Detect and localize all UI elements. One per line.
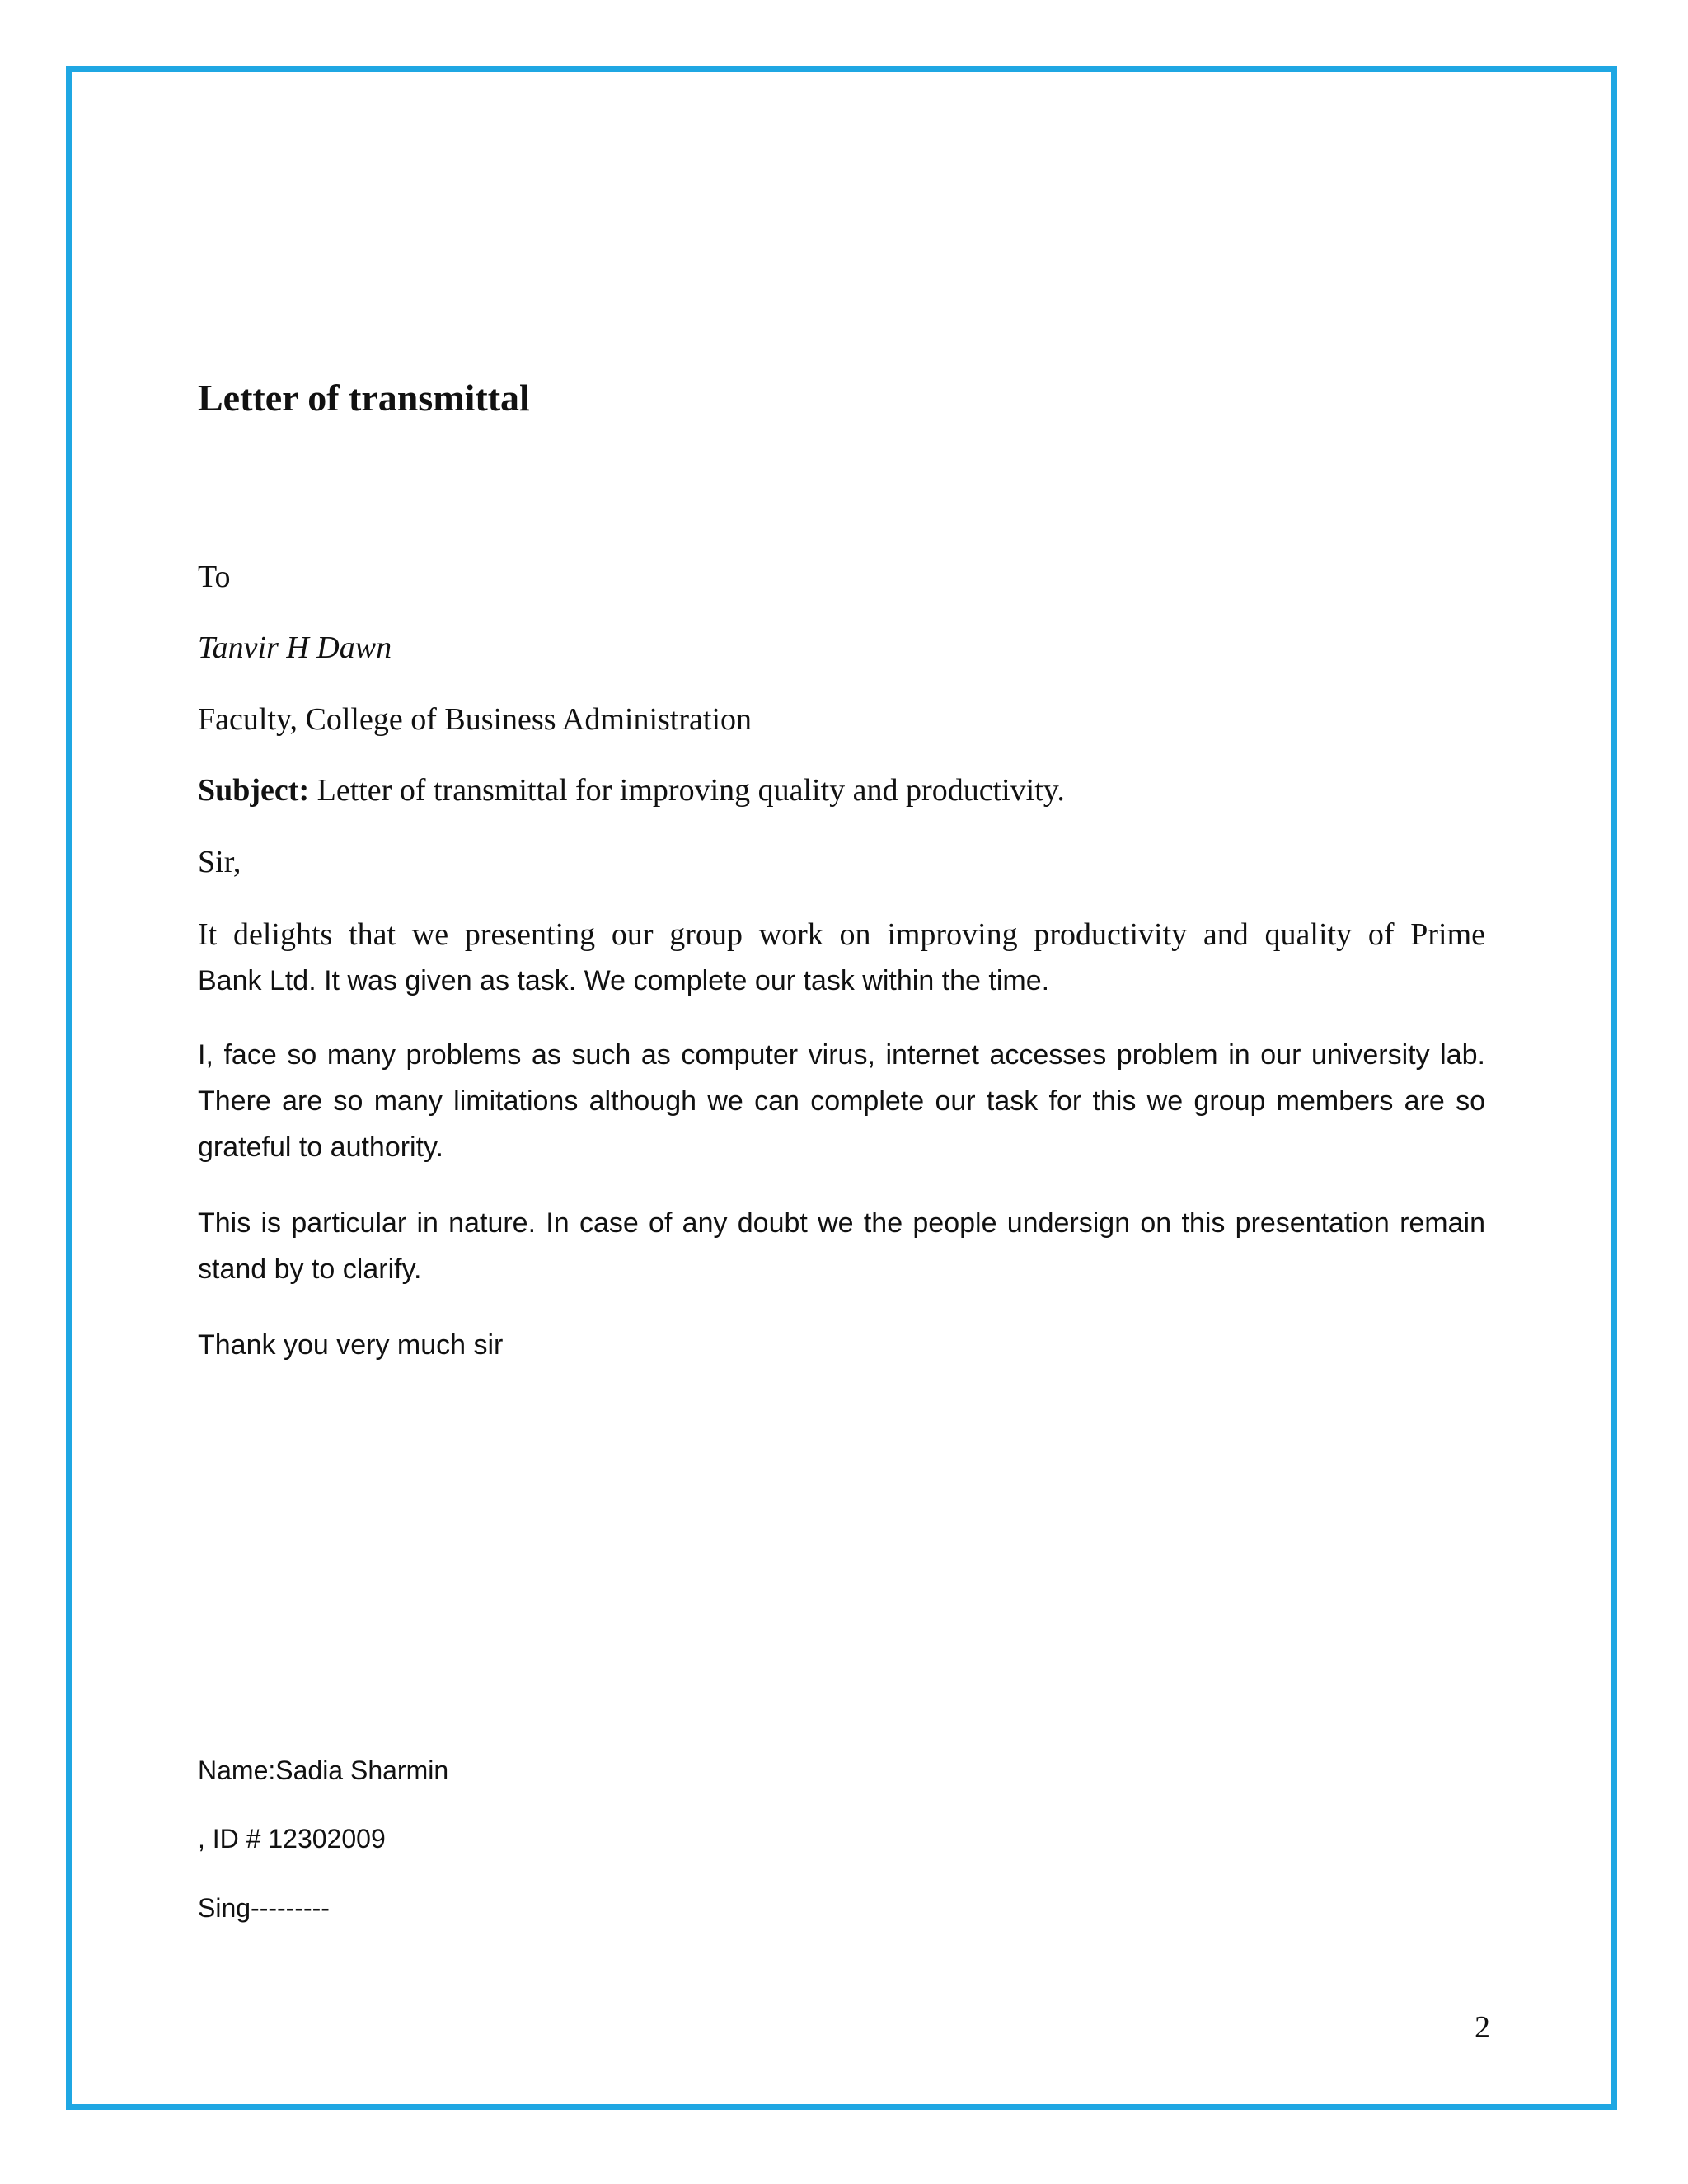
signature-name: Name:Sadia Sharmin [198,1755,449,1785]
recipient-affiliation: Faculty, College of Business Administration [198,702,752,737]
page-number: 2 [1475,2010,1490,2045]
subject-label: Subject: [198,773,310,808]
subject-text: Letter of transmittal for improving quality and productivity. [316,773,1065,808]
paragraph-3: This is particular in nature. In case of any doubt we the people undersign on this presentation remain stand by to clarify. [198,1207,1485,1285]
subject-line [198,767,1485,813]
to-label: To [198,560,231,594]
paragraph-1-line-2: Bank Ltd. It was given as task. We complete our task within the time. [198,965,1050,996]
signature-line: Sing--------- [198,1893,330,1923]
recipient-name: Tanvir H Dawn [198,630,392,665]
closing-line: Thank you very much sir [198,1329,504,1361]
paragraph-2: I, face so many problems as such as computer virus, internet accesses problem in our university lab. There are so many limitations although we can complete our task for this we group members are so grateful to authority. [198,1039,1485,1163]
signature-id: , ID # 12302009 [198,1824,386,1854]
page-title: Letter of transmittal [198,377,530,419]
salutation: Sir, [198,845,241,879]
paragraph-1-line-1: It delights that we presenting our group work on improving productivity and quality of Prime [198,917,1485,952]
